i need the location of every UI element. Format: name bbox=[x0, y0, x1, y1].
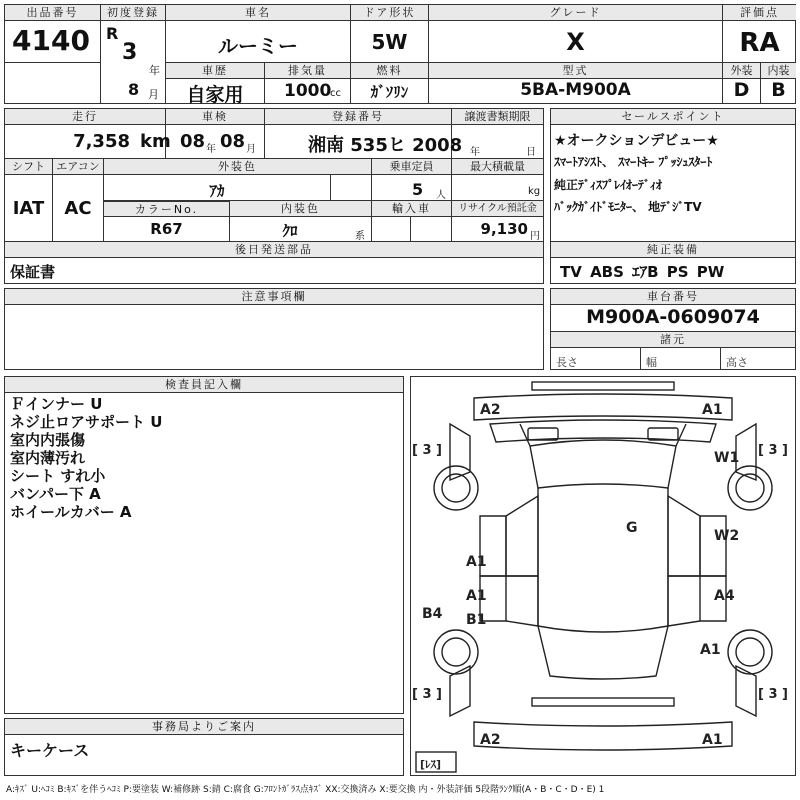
inspection-year: 08 bbox=[180, 131, 206, 152]
km-unit: km bbox=[140, 131, 171, 152]
persons-unit: 人 bbox=[436, 190, 446, 201]
note-7: ホイールカバー A bbox=[10, 503, 132, 521]
mark-right-front-door: W2 bbox=[714, 528, 740, 544]
month-unit: 月 bbox=[148, 88, 159, 101]
first-reg-year: 3 bbox=[122, 40, 138, 65]
max-load-header: 最大積載量 bbox=[452, 159, 543, 175]
caution-header: 注意事項欄 bbox=[5, 289, 543, 305]
color-no-header: カラーNo. bbox=[104, 201, 229, 217]
recycle-value: 9,130 bbox=[480, 220, 528, 238]
office-header: 事務局よりご案内 bbox=[5, 719, 403, 735]
history-header: 車歴 bbox=[166, 63, 264, 79]
aircon-header: エアコン bbox=[53, 159, 103, 175]
dims-header: 諸元 bbox=[551, 332, 795, 348]
mark-left-rear-side: B1 bbox=[466, 612, 487, 628]
mark-rear-right: A1 bbox=[702, 732, 723, 748]
note-5: シート すれ小 bbox=[10, 467, 106, 485]
chassis-number: M900A-0609074 bbox=[586, 306, 760, 328]
model-header: 型式 bbox=[429, 63, 722, 79]
shift-header: シフト bbox=[5, 159, 52, 175]
mark-front-right: A1 bbox=[702, 402, 723, 418]
mark-roof: G bbox=[626, 520, 638, 536]
note-1: Ｆインナー U bbox=[10, 395, 103, 413]
grade-header: グレード bbox=[429, 5, 722, 21]
mark-left-rear-door: A1 bbox=[466, 588, 487, 604]
car-outline bbox=[410, 376, 796, 776]
int-color-header: 内装色 bbox=[230, 201, 371, 217]
legend: A:ｷｽﾞ U:ﾍｺﾐ B:ｷｽﾞを伴うﾍｺﾐ P:要塗装 W:補修跡 S:錆 C:腐食 G:ﾌﾛﾝﾄｶﾞﾗｽ点ｷｽﾞ XX:交換済み X:要交換 内・外装評価 5段階ﾗﾝｸ順(A・B・C・D・E) 1 bbox=[6, 785, 605, 795]
length-label: 長さ bbox=[556, 356, 578, 369]
history-value: 自家用 bbox=[186, 84, 244, 106]
displacement-header: 排気量 bbox=[265, 63, 350, 79]
tire-front-right: [ 3 ] bbox=[758, 443, 788, 458]
inspector-notes bbox=[10, 395, 162, 521]
office-note: キーケース bbox=[10, 741, 90, 760]
import-header: 輸入車 bbox=[372, 201, 451, 217]
sales-point-2: ｽﾏｰﾄｱｼｽﾄ、 ｽﾏｰﾄｷｰ ﾌﾟｯｼｭｽﾀｰﾄ bbox=[554, 155, 713, 169]
note-6: バンパー下 A bbox=[10, 485, 101, 503]
yen-unit: 円 bbox=[530, 231, 540, 242]
ins-month-unit: 月 bbox=[246, 144, 256, 155]
inspector-header: 検査員記入欄 bbox=[5, 377, 403, 393]
mileage-header: 走行 bbox=[5, 109, 165, 125]
capacity-header: 乗車定員 bbox=[372, 159, 451, 175]
registration-number: 湘南 535ヒ 2008 bbox=[308, 135, 463, 156]
sales-point-4: ﾊﾞｯｸｶﾞｲﾄﾞﾓﾆﾀｰ、 地ﾃﾞｼﾞTV bbox=[554, 200, 702, 214]
note-2: ネジ止ロアサポート U bbox=[10, 413, 163, 431]
spare-tire: [ﾚｽ] bbox=[420, 758, 442, 771]
car-name-header: 車名 bbox=[166, 5, 350, 21]
model-value: 5BA-M900A bbox=[520, 80, 631, 100]
mark-right-rear-door: A4 bbox=[714, 588, 735, 604]
genuine-header: 純正装備 bbox=[551, 242, 795, 258]
era-label: R bbox=[106, 24, 119, 43]
aircon-value: AC bbox=[64, 198, 92, 219]
tire-front-left: [ 3 ] bbox=[412, 443, 442, 458]
cc-unit: cc bbox=[330, 88, 341, 99]
genuine-equipment: TV ABS ｴｱB PS PW bbox=[560, 263, 725, 281]
transfer-day-unit: 日 bbox=[526, 147, 536, 158]
car-name: ルーミー bbox=[218, 34, 298, 58]
door-type: 5W bbox=[371, 30, 408, 54]
exterior-header: 外装 bbox=[723, 63, 760, 79]
kei-unit: 系 bbox=[355, 231, 365, 242]
first-reg-month: 8 bbox=[128, 80, 140, 99]
kg-unit: kg bbox=[528, 186, 541, 197]
mark-rear-left: A2 bbox=[480, 732, 501, 748]
width-label: 幅 bbox=[646, 356, 657, 369]
ins-year-unit: 年 bbox=[206, 144, 216, 155]
inspection-header: 車検 bbox=[166, 109, 264, 125]
color-no-value: R67 bbox=[150, 220, 183, 238]
mark-front-left: A2 bbox=[480, 402, 501, 418]
ext-color-value: ｱｶ bbox=[209, 182, 225, 200]
mileage-value: 7,358 bbox=[73, 131, 130, 152]
door-header: ドア形状 bbox=[351, 5, 428, 21]
displacement-value: 1000 bbox=[284, 81, 332, 101]
note-3: 室内内張傷 bbox=[10, 431, 86, 449]
mark-left-front-door: A1 bbox=[466, 554, 487, 570]
tire-rear-right: [ 3 ] bbox=[758, 687, 788, 702]
interior-score: B bbox=[771, 79, 786, 101]
later-parts-value: 保証書 bbox=[10, 263, 56, 281]
lot-no-header: 出品番号 bbox=[5, 5, 100, 21]
grade-value: X bbox=[566, 28, 585, 56]
note-4: 室内薄汚れ bbox=[10, 449, 86, 467]
transfer-header: 譲渡書類期限 bbox=[452, 109, 543, 125]
int-color-value: ｸﾛ bbox=[282, 222, 298, 240]
sales-point-1: ★オークションデビュー★ bbox=[554, 133, 719, 149]
mark-right-rear-quarter: A1 bbox=[700, 642, 721, 658]
fuel-value: ｶﾞｿﾘﾝ bbox=[370, 83, 409, 101]
year-unit: 年 bbox=[149, 64, 160, 77]
tire-rear-left: [ 3 ] bbox=[412, 687, 442, 702]
inspection-month: 08 bbox=[220, 131, 246, 152]
transfer-year-unit: 年 bbox=[470, 147, 480, 158]
later-parts-header: 後日発送部品 bbox=[5, 242, 543, 258]
exterior-score: D bbox=[733, 79, 750, 101]
mark-right-front-fender: W1 bbox=[714, 450, 740, 466]
interior-header: 内装 bbox=[761, 63, 796, 79]
chassis-header: 車台番号 bbox=[551, 289, 795, 305]
sales-point-header: セールスポイント bbox=[551, 109, 795, 125]
fuel-header: 燃料 bbox=[351, 63, 428, 79]
ext-color-header: 外装色 bbox=[104, 159, 371, 175]
sales-point-3: 純正ﾃﾞｨｽﾌﾟﾚｲｵｰﾃﾞｨｵ bbox=[554, 178, 663, 192]
reg-no-header: 登録番号 bbox=[265, 109, 451, 125]
shift-value: IAT bbox=[12, 198, 45, 219]
first-reg-header: 初度登録 bbox=[101, 5, 165, 21]
capacity-value: 5 bbox=[412, 180, 424, 199]
mark-left-rear-quarter: B4 bbox=[422, 606, 443, 622]
recycle-header: リサイクル預託金 bbox=[452, 201, 543, 217]
lot-number: 4140 bbox=[12, 24, 90, 57]
score-header: 評価点 bbox=[723, 5, 796, 21]
score-value: RA bbox=[739, 28, 780, 58]
height-label: 高さ bbox=[726, 356, 748, 369]
